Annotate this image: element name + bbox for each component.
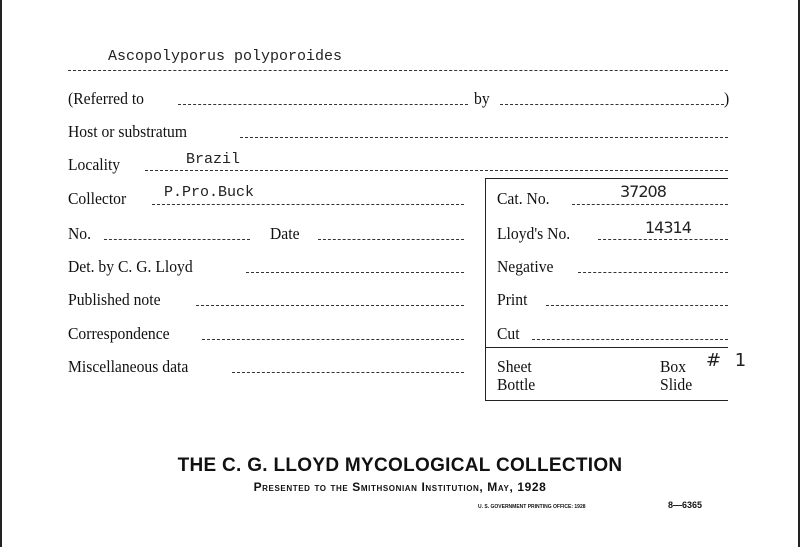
locality-label: Locality xyxy=(68,155,121,174)
box-top-border xyxy=(485,178,728,179)
referred-to-line xyxy=(178,104,468,105)
lloyds-no-line xyxy=(598,239,728,240)
cat-no-line xyxy=(572,204,728,205)
correspondence-label: Correspondence xyxy=(68,324,170,343)
bottle-label: Bottle xyxy=(497,375,536,394)
collection-subtitle: Presented to the Smithsonian Institution, May, 1928 xyxy=(253,480,547,494)
det-by-label: Det. by C. G. Lloyd xyxy=(68,257,193,276)
collector-value: P.Pro.Buck xyxy=(164,184,255,201)
box-label: Box xyxy=(660,357,687,376)
taxon-line xyxy=(68,70,728,71)
cut-line xyxy=(532,339,728,340)
by-line xyxy=(500,104,724,105)
cat-no-value: 37208 xyxy=(620,182,666,201)
print-line xyxy=(546,305,728,306)
lloyds-no-value: 14314 xyxy=(645,218,691,237)
cat-no-label: Cat. No. xyxy=(497,189,550,208)
lloyds-no-label: Lloyd's No. xyxy=(497,224,571,243)
date-label: Date xyxy=(270,224,300,243)
host-label: Host or substratum xyxy=(68,122,188,141)
cut-label: Cut xyxy=(497,324,520,343)
collector-line xyxy=(152,204,464,205)
locality-line xyxy=(145,170,728,171)
misc-data-label: Miscellaneous data xyxy=(68,357,189,376)
published-note-label: Published note xyxy=(68,290,161,309)
no-label: No. xyxy=(68,224,92,243)
print-label: Print xyxy=(497,290,528,309)
misc-data-line xyxy=(232,372,464,373)
collection-title: THE C. G. LLOYD MYCOLOGICAL COLLECTION xyxy=(177,455,623,476)
host-line xyxy=(240,137,728,138)
collector-label: Collector xyxy=(68,189,127,208)
date-line xyxy=(318,239,464,240)
sheet-label: Sheet xyxy=(497,357,532,376)
by-label: by xyxy=(474,89,490,108)
box-divider xyxy=(485,347,728,348)
box-number-value: # 1 xyxy=(706,350,751,371)
box-left-border xyxy=(485,178,486,400)
form-number: 8—6365 xyxy=(668,500,703,510)
printer-note: U. S. GOVERNMENT PRINTING OFFICE: 1928 xyxy=(478,504,586,510)
close-paren: ) xyxy=(724,89,730,108)
no-line xyxy=(104,239,250,240)
taxon-name: Ascopolyporus polyporoides xyxy=(108,48,343,65)
det-by-line xyxy=(246,272,464,273)
box-bottom-border xyxy=(485,400,728,401)
slide-label: Slide xyxy=(660,375,693,394)
negative-label: Negative xyxy=(497,257,554,276)
correspondence-line xyxy=(202,339,464,340)
published-note-line xyxy=(196,305,464,306)
negative-line xyxy=(578,272,728,273)
locality-value: Brazil xyxy=(186,151,241,168)
referred-to-label: (Referred to xyxy=(68,89,144,108)
